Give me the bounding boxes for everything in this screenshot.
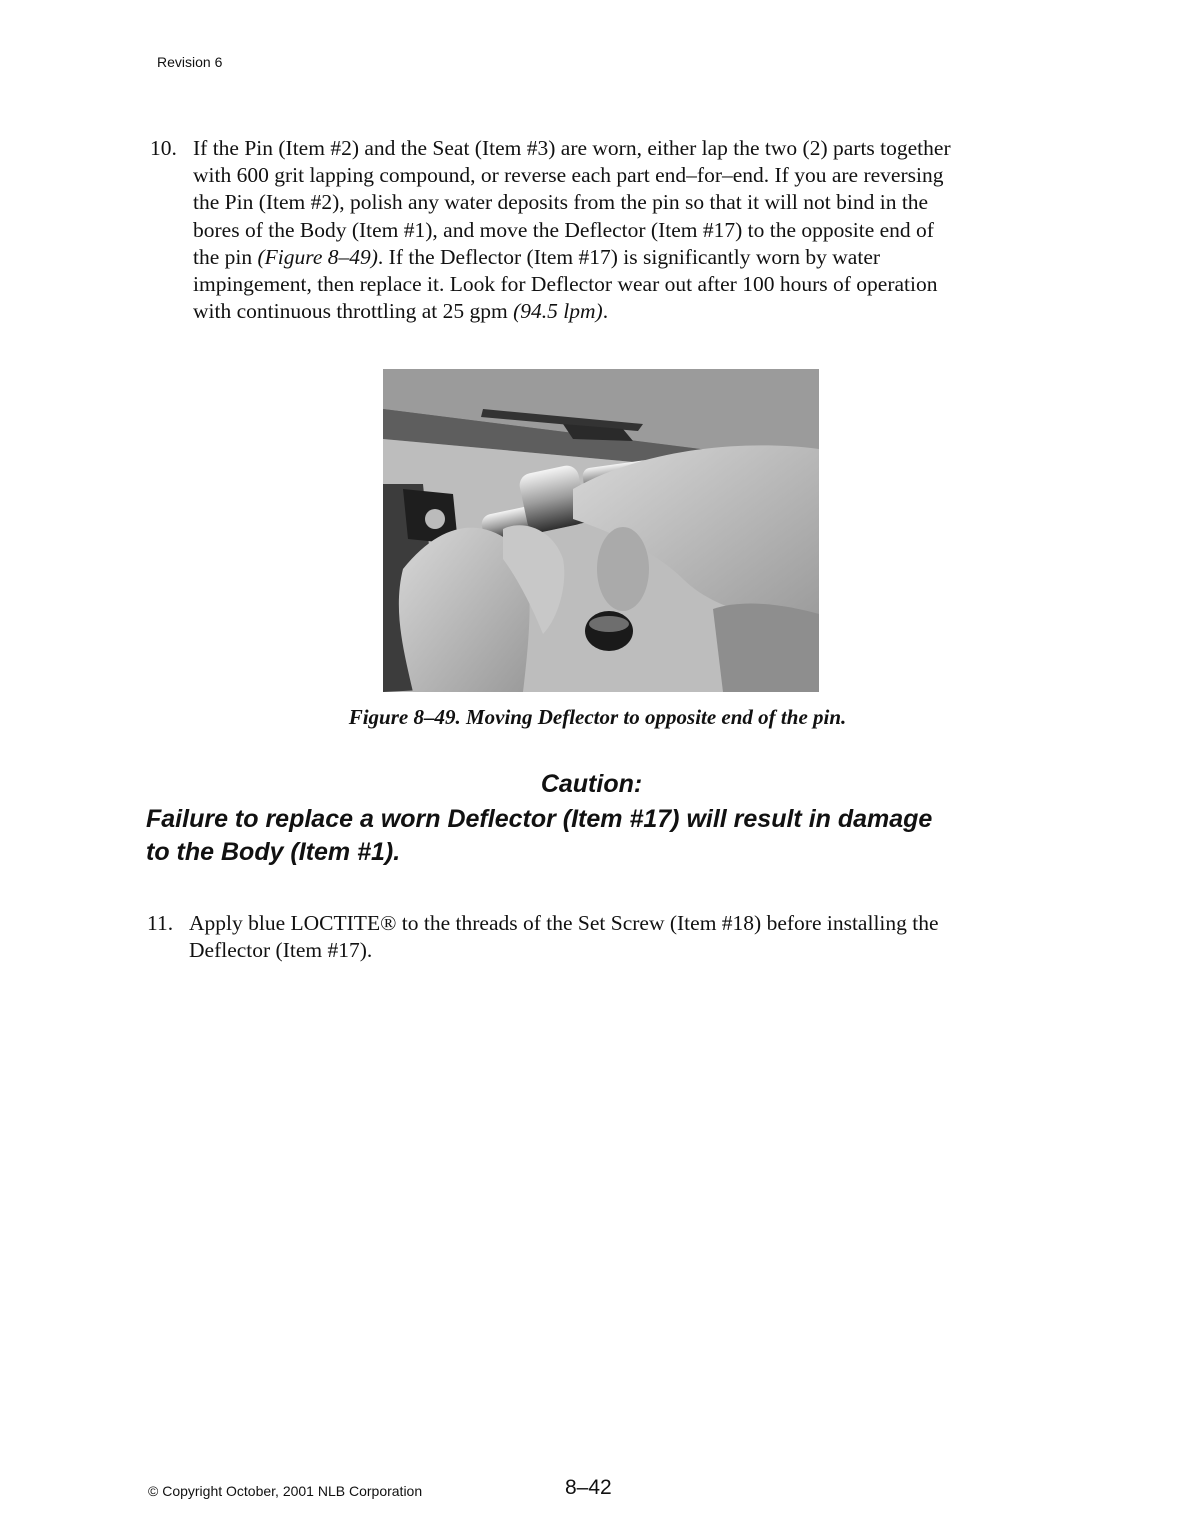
- revision-label: Revision 6: [157, 54, 223, 70]
- step-line: If the Pin (Item #2) and the Seat (Item #3) are worn, either lap the two (2) parts together: [193, 136, 951, 160]
- figure-caption: Figure 8–49. Moving Deflector to opposite end of the pin.: [348, 705, 847, 729]
- page-number: 8–42: [565, 1476, 612, 1499]
- caution-text: [146, 803, 1066, 869]
- step-text-fragment: with continuous throttling at 25 gpm: [193, 299, 514, 324]
- step-line: Deflector (Item #17).: [189, 938, 373, 963]
- step-text-fragment: the pin: [193, 244, 258, 269]
- caution-line: Failure to replace a worn Deflector (Item #17) will result in damage: [146, 805, 933, 833]
- deflector-photo-illustration: [383, 369, 819, 692]
- figure-reference: (Figure 8–49): [257, 244, 378, 269]
- step-text: [189, 910, 939, 964]
- step-number: 10.: [150, 136, 177, 160]
- caution-title: Caution:: [540, 770, 643, 798]
- figure-photo: [383, 369, 819, 692]
- step-text-fragment: .: [602, 299, 609, 324]
- step-text-fragment: . If the Deflector (Item #17) is significantly worn by water: [377, 244, 881, 269]
- step-line: with 600 grit lapping compound, or reverse each part end–for–end. If you are reversing: [193, 163, 944, 188]
- metric-conversion: (94.5 lpm): [513, 299, 603, 324]
- caution-line: to the Body (Item #1).: [146, 838, 401, 866]
- step-text: [193, 135, 951, 325]
- step-line: [193, 298, 951, 325]
- step-line: impingement, then replace it. Look for Deflector wear out after 100 hours of operation: [193, 272, 938, 297]
- step-line: bores of the Body (Item #1), and move the Deflector (Item #17) to the opposite end of: [193, 217, 934, 242]
- step-number: 11.: [147, 911, 174, 935]
- step-line: [193, 244, 951, 271]
- footer-copyright: © Copyright October, 2001 NLB Corporation: [148, 1483, 423, 1499]
- step-line: Apply blue LOCTITE® to the threads of the Set Screw (Item #18) before installing the: [189, 911, 939, 935]
- step-line: the Pin (Item #2), polish any water deposits from the pin so that it will not bind in the: [193, 190, 929, 215]
